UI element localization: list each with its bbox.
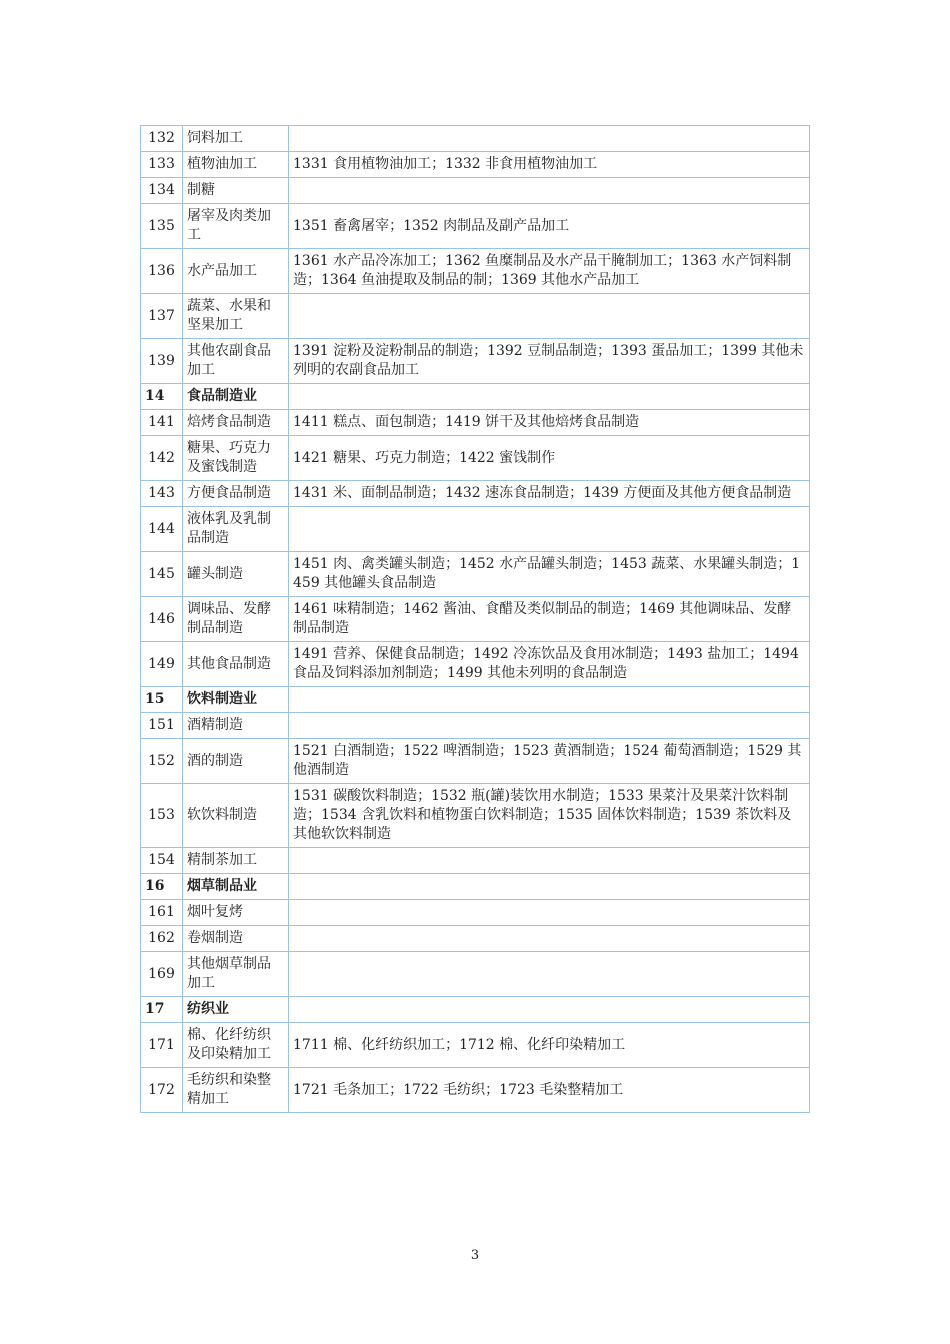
table-row (141, 249, 810, 294)
industry-classification-table (140, 125, 810, 1113)
name-cell: 饮料制造业 (183, 687, 289, 713)
table-body (141, 126, 810, 1113)
description-cell (289, 126, 810, 152)
table-row (141, 952, 810, 997)
code-cell: 134 (141, 178, 183, 204)
name-cell: 纺织业 (183, 997, 289, 1023)
name-cell: 其他烟草制品加工 (183, 952, 289, 997)
name-cell: 植物油加工 (183, 152, 289, 178)
description-cell: 1331 食用植物油加工；1332 非食用植物油加工 (289, 152, 810, 178)
name-cell: 烟叶复烤 (183, 900, 289, 926)
code-cell: 161 (141, 900, 183, 926)
description-cell (289, 294, 810, 339)
code-cell: 171 (141, 1023, 183, 1068)
table-row (141, 507, 810, 552)
table-row (141, 152, 810, 178)
description-cell (289, 687, 810, 713)
table-row (141, 436, 810, 481)
code-cell: 139 (141, 339, 183, 384)
description-cell: 1421 糖果、巧克力制造；1422 蜜饯制作 (289, 436, 810, 481)
name-cell: 糖果、巧克力及蜜饯制造 (183, 436, 289, 481)
description-cell (289, 848, 810, 874)
table-row (141, 481, 810, 507)
code-cell: 137 (141, 294, 183, 339)
description-cell (289, 926, 810, 952)
code-cell: 153 (141, 784, 183, 848)
code-cell: 151 (141, 713, 183, 739)
name-cell: 调味品、发酵制品制造 (183, 597, 289, 642)
name-cell: 水产品加工 (183, 249, 289, 294)
name-cell: 酒精制造 (183, 713, 289, 739)
description-cell: 1451 肉、禽类罐头制造；1452 水产品罐头制造；1453 蔬菜、水果罐头制造；1459 其他罐头食品制造 (289, 552, 810, 597)
code-cell: 16 (141, 874, 183, 900)
code-cell: 17 (141, 997, 183, 1023)
description-cell: 1431 米、面制品制造；1432 速冻食品制造；1439 方便面及其他方便食品制造 (289, 481, 810, 507)
code-cell: 136 (141, 249, 183, 294)
table-row (141, 713, 810, 739)
table-row (141, 126, 810, 152)
name-cell: 卷烟制造 (183, 926, 289, 952)
code-cell: 132 (141, 126, 183, 152)
category-row (141, 384, 810, 410)
description-cell: 1531 碳酸饮料制造；1532 瓶(罐)装饮用水制造；1533 果菜汁及果菜汁饮料制造；1534 含乳饮料和植物蛋白饮料制造；1535 固体饮料制造；1539 茶饮料及其他软饮料制造 (289, 784, 810, 848)
code-cell: 141 (141, 410, 183, 436)
table-row (141, 900, 810, 926)
table-row (141, 204, 810, 249)
table-row (141, 597, 810, 642)
table-row (141, 294, 810, 339)
name-cell: 焙烤食品制造 (183, 410, 289, 436)
table-row (141, 178, 810, 204)
description-cell: 1411 糕点、面包制造；1419 饼干及其他焙烤食品制造 (289, 410, 810, 436)
code-cell: 15 (141, 687, 183, 713)
table-row (141, 784, 810, 848)
description-cell: 1361 水产品冷冻加工；1362 鱼糜制品及水产品干腌制加工；1363 水产饲料制造；1364 鱼油提取及制品的制；1369 其他水产品加工 (289, 249, 810, 294)
name-cell: 方便食品制造 (183, 481, 289, 507)
name-cell: 液体乳及乳制品制造 (183, 507, 289, 552)
table-row (141, 739, 810, 784)
name-cell: 棉、化纤纺织及印染精加工 (183, 1023, 289, 1068)
description-cell: 1391 淀粉及淀粉制品的制造；1392 豆制品制造；1393 蛋品加工；1399 其他未列明的农副食品加工 (289, 339, 810, 384)
code-cell: 144 (141, 507, 183, 552)
description-cell: 1491 营养、保健食品制造；1492 冷冻饮品及食用冰制造；1493 盐加工；1494 食品及饲料添加剂制造；1499 其他未列明的食品制造 (289, 642, 810, 687)
description-cell: 1711 棉、化纤纺织加工；1712 棉、化纤印染精加工 (289, 1023, 810, 1068)
code-cell: 154 (141, 848, 183, 874)
code-cell: 149 (141, 642, 183, 687)
description-cell: 1351 畜禽屠宰；1352 肉制品及副产品加工 (289, 204, 810, 249)
description-cell (289, 900, 810, 926)
name-cell: 饲料加工 (183, 126, 289, 152)
table-row (141, 926, 810, 952)
category-row (141, 997, 810, 1023)
table-row (141, 1068, 810, 1113)
table-row (141, 552, 810, 597)
code-cell: 162 (141, 926, 183, 952)
name-cell: 其他食品制造 (183, 642, 289, 687)
description-cell: 1461 味精制造；1462 酱油、食醋及类似制品的制造；1469 其他调味品、发酵制品制造 (289, 597, 810, 642)
code-cell: 135 (141, 204, 183, 249)
code-cell: 14 (141, 384, 183, 410)
description-cell (289, 507, 810, 552)
description-cell (289, 713, 810, 739)
name-cell: 软饮料制造 (183, 784, 289, 848)
name-cell: 酒的制造 (183, 739, 289, 784)
name-cell: 蔬菜、水果和坚果加工 (183, 294, 289, 339)
name-cell: 屠宰及肉类加工 (183, 204, 289, 249)
name-cell: 罐头制造 (183, 552, 289, 597)
code-cell: 133 (141, 152, 183, 178)
name-cell: 食品制造业 (183, 384, 289, 410)
name-cell: 毛纺织和染整精加工 (183, 1068, 289, 1113)
table-row (141, 339, 810, 384)
description-cell: 1521 白酒制造；1522 啤酒制造；1523 黄酒制造；1524 葡萄酒制造；1529 其他酒制造 (289, 739, 810, 784)
code-cell: 143 (141, 481, 183, 507)
description-cell (289, 874, 810, 900)
table-row (141, 410, 810, 436)
page-number: 3 (470, 1248, 480, 1263)
code-cell: 145 (141, 552, 183, 597)
name-cell: 精制茶加工 (183, 848, 289, 874)
code-cell: 169 (141, 952, 183, 997)
code-cell: 146 (141, 597, 183, 642)
table-row (141, 848, 810, 874)
code-cell: 142 (141, 436, 183, 481)
description-cell: 1721 毛条加工；1722 毛纺织；1723 毛染整精加工 (289, 1068, 810, 1113)
table-row (141, 642, 810, 687)
description-cell (289, 952, 810, 997)
name-cell: 制糖 (183, 178, 289, 204)
category-row (141, 687, 810, 713)
table-row (141, 1023, 810, 1068)
description-cell (289, 384, 810, 410)
name-cell: 烟草制品业 (183, 874, 289, 900)
description-cell (289, 997, 810, 1023)
description-cell (289, 178, 810, 204)
code-cell: 152 (141, 739, 183, 784)
name-cell: 其他农副食品加工 (183, 339, 289, 384)
code-cell: 172 (141, 1068, 183, 1113)
category-row (141, 874, 810, 900)
